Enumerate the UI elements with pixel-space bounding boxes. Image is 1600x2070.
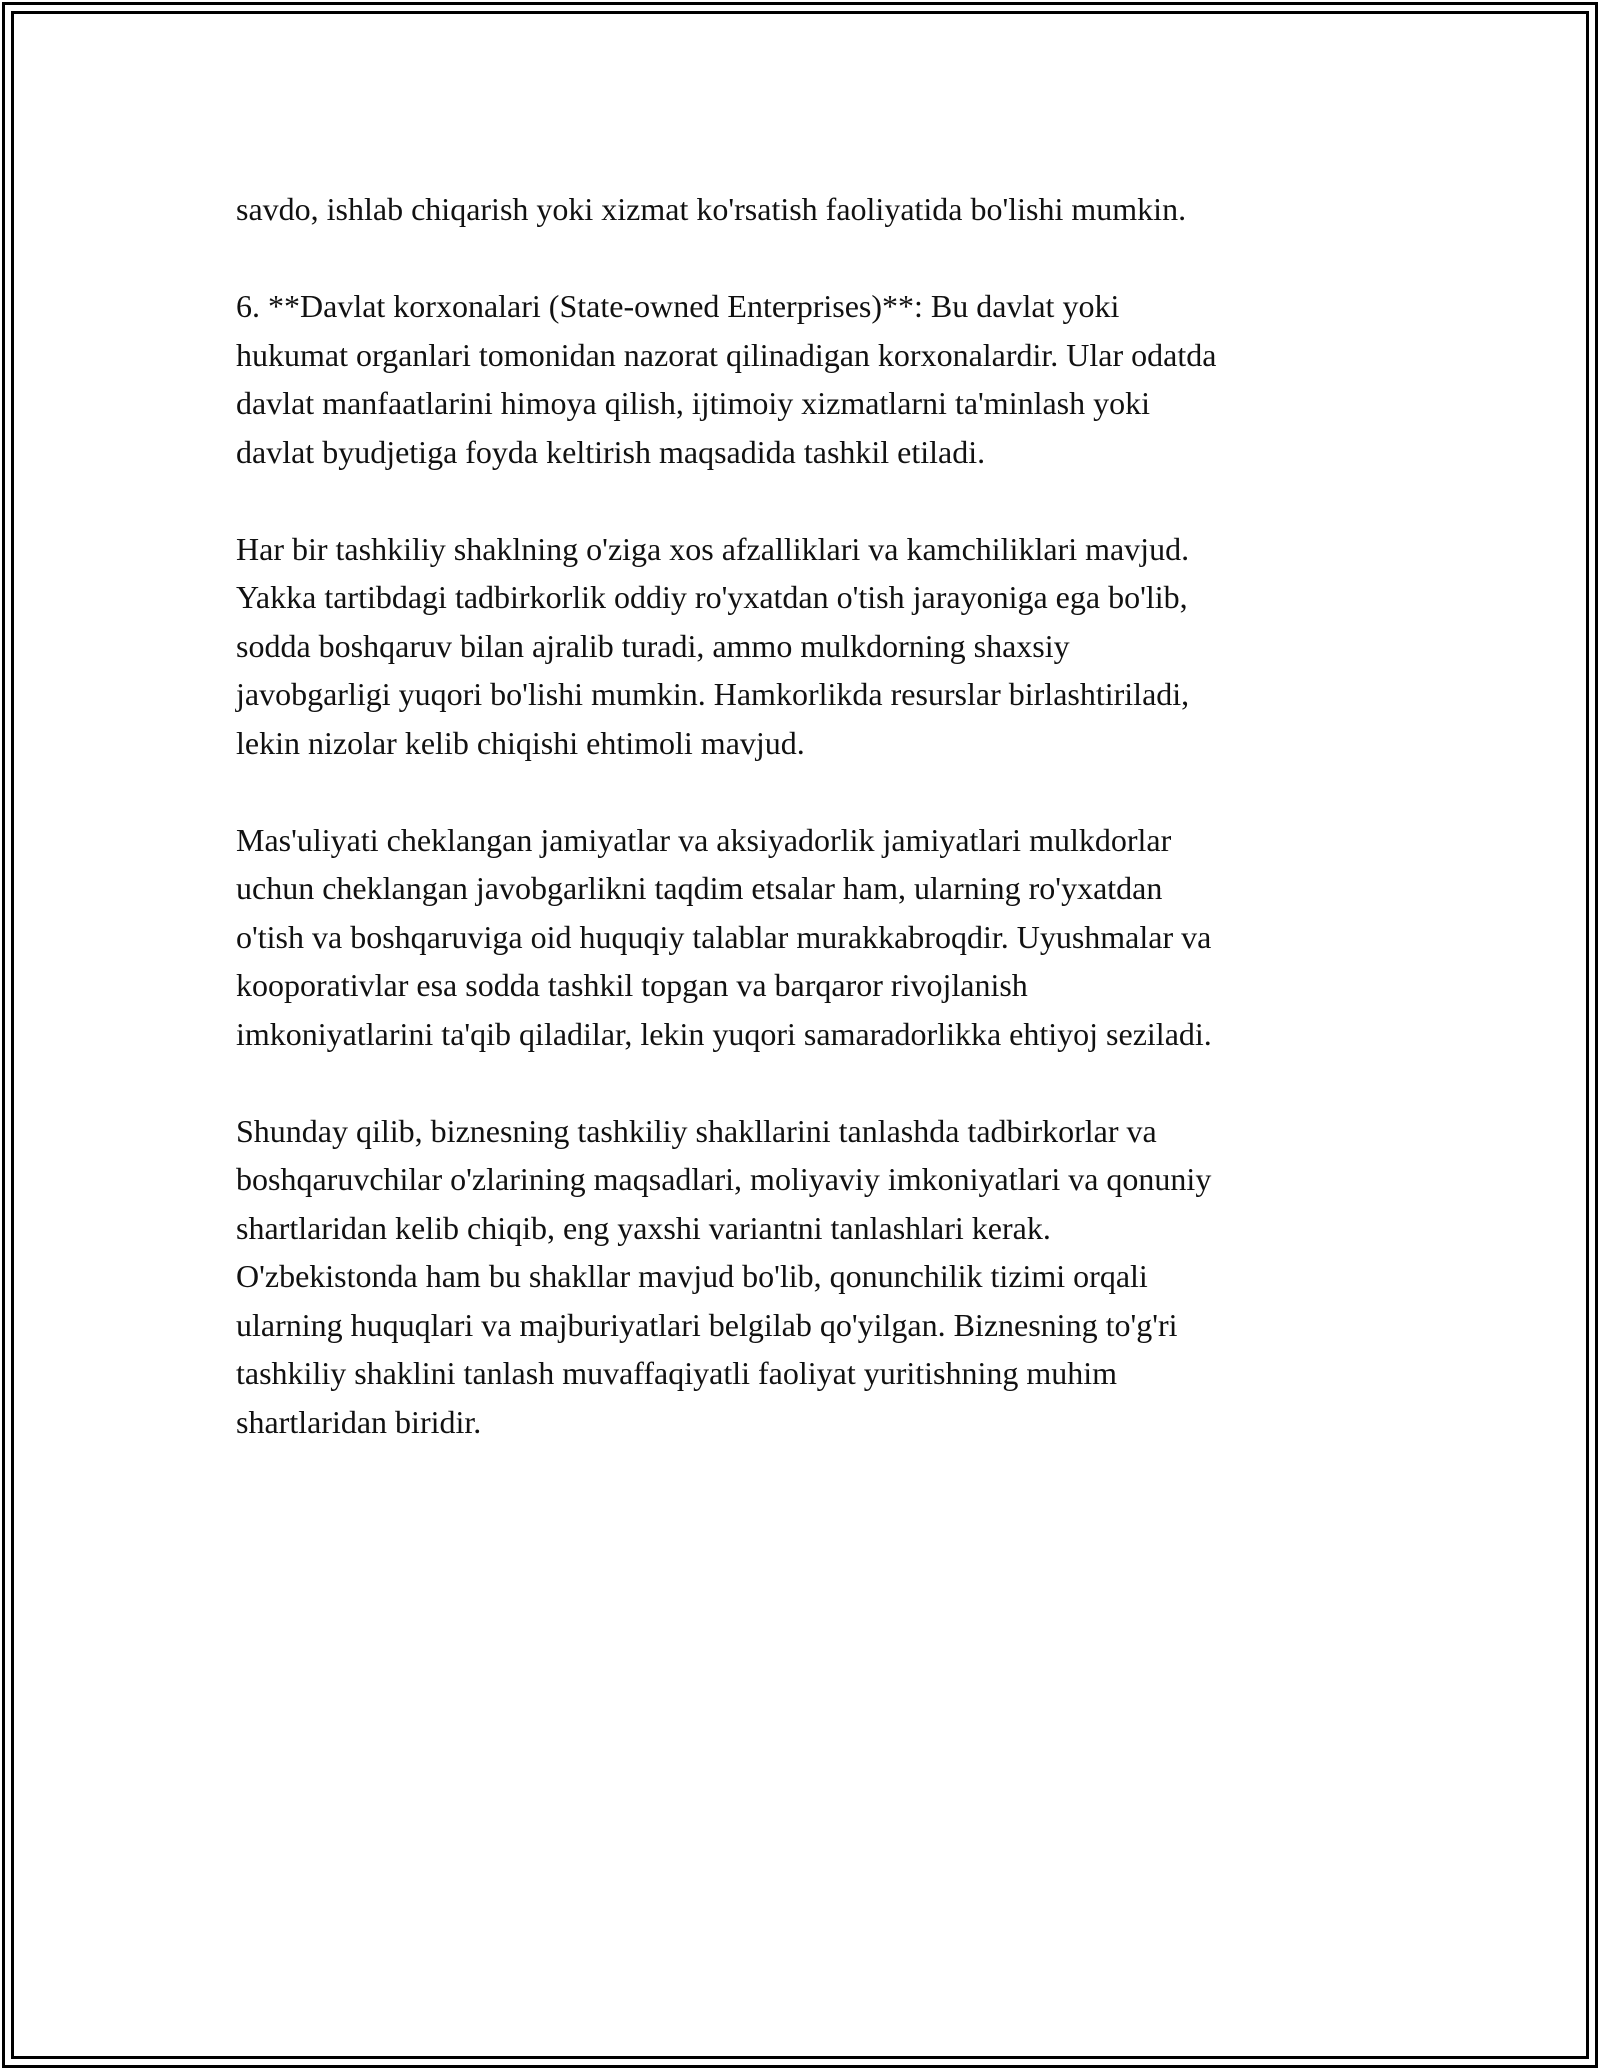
document-body [236, 185, 1376, 1495]
paragraph-advantages: Har bir tashkiliy shaklning o'ziga xos afzalliklari va kamchiliklari mavjud. Yakka tartibdagi tadbirkorlik oddiy ro'yxatdan o'tish jarayoniga ega bo'lib, sodda boshqaruv bilan ajralib turadi, ammo mulkdorning shaxsiy javobgarligi yuqori bo'lishi mumkin. Hamkorlikda resurslar birlashtiriladi, lekin nizolar kelib chiqishi ehtimoli mavjud. [236, 530, 1190, 761]
paragraph-state-enterprises: 6. **Davlat korxonalari (State-owned Enterprises)**: Bu davlat yoki hukumat organlari tomonidan nazorat qilinadigan korxonalardir. Ular odatda davlat manfaatlarini himoya qilish, ijtimoiy xizmatlarni ta'minlash yoki davlat byudjetiga foyda keltirish maqsadida tashkil etiladi. [236, 288, 1217, 470]
paragraph-continuation: savdo, ishlab chiqarish yoki xizmat ko'rsatish faoliyatida bo'lishi mumkin. [236, 191, 1187, 227]
paragraph-limited-liability: Mas'uliyati cheklangan jamiyatlar va aksiyadorlik jamiyatlari mulkdorlar uchun cheklangan javobgarlikni taqdim etsalar ham, ularning ro'yxatdan o'tish va boshqaruviga oid huquqiy talablar murakkabroqdir. Uyushmalar va kooporativlar esa sodda tashkil topgan va barqaror rivojlanish imkoniyatlarini ta'qib qiladilar, lekin yuqori samaradorlikka ehtiyoj seziladi. [236, 821, 1212, 1052]
paragraph-conclusion: Shunday qilib, biznesning tashkiliy shakllarini tanlashda tadbirkorlar va boshqaruvchilar o'zlarining maqsadlari, moliyaviy imkoniyatlari va qonuniy shartlaridan kelib chiqib, eng yaxshi variantni tanlashlari kerak. O'zbekistonda ham bu shakllar mavjud bo'lib, qonunchilik tizimi orqali ularning huquqlari va majburiyatlari belgilab qo'yilgan. Biznesning to'g'ri tashkiliy shaklini tanlash muvaffaqiyatli faoliyat yuritishning muhim shartlaridan biridir. [236, 1112, 1212, 1440]
